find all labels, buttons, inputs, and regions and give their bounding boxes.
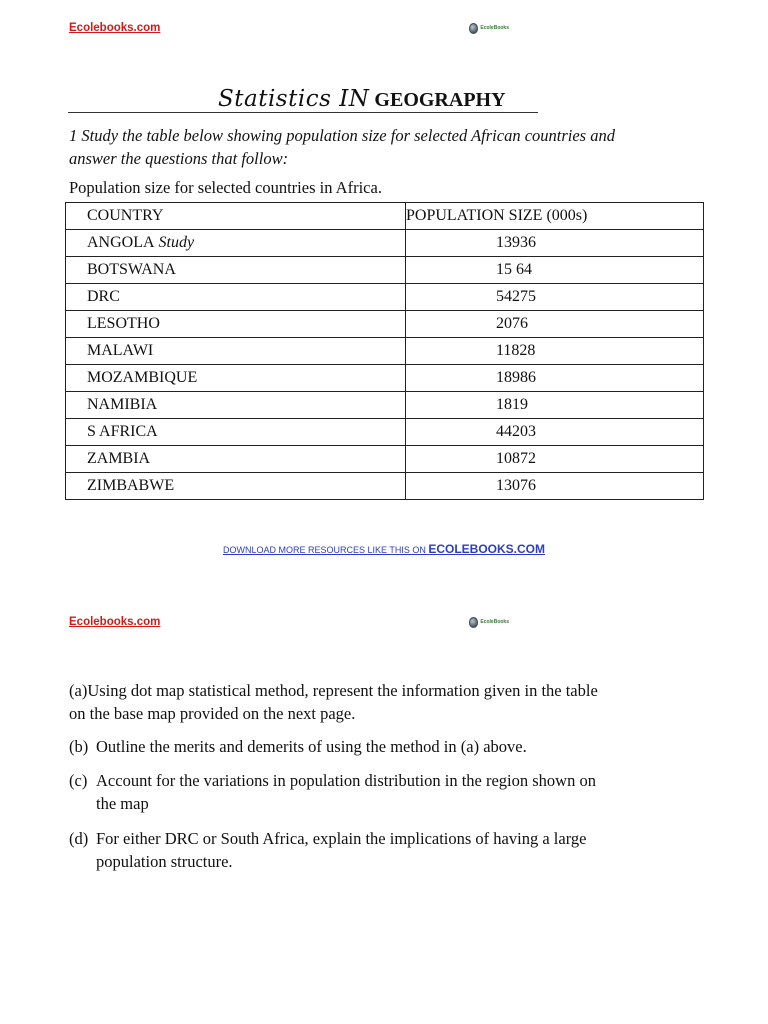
ecolebooks-logo	[469, 616, 509, 628]
logo-text: EcoleBooks	[480, 25, 509, 31]
country-cell: MOZAMBIQUE	[66, 365, 406, 392]
population-cell	[406, 284, 704, 311]
table-row	[66, 365, 704, 392]
question-label: (d)	[69, 829, 89, 848]
globe-icon	[469, 617, 478, 628]
download-site: ECOLEBOOKS.COM	[428, 542, 546, 556]
country-cell: ZAMBIA	[66, 446, 406, 473]
question-text-cont: population structure.	[96, 852, 233, 871]
country-cell: DRC	[66, 284, 406, 311]
population-value: 44203	[496, 423, 536, 440]
population-cell	[406, 419, 704, 446]
population-cell	[406, 257, 704, 284]
country-cell: LESOTHO	[66, 311, 406, 338]
question-a	[69, 679, 729, 725]
intro-instruction	[69, 124, 709, 170]
population-value: 11828	[496, 342, 536, 359]
title-caps: GEOGRAPHY	[369, 89, 506, 111]
country-cell: BOTSWANA	[66, 257, 406, 284]
question-d	[69, 827, 729, 873]
population-value: 18986	[496, 369, 536, 386]
table-row	[66, 257, 704, 284]
table-row	[66, 284, 704, 311]
population-value: 1819	[496, 396, 528, 413]
table-row	[66, 230, 704, 257]
table-row	[66, 419, 704, 446]
country-cell: S AFRICA	[66, 419, 406, 446]
page-title	[218, 86, 506, 113]
question-label: (a)	[69, 681, 88, 700]
question-text: Outline the merits and demerits of using the method in (a) above.	[96, 737, 527, 756]
intro-line-1: 1 Study the table below showing population size for selected African countries and	[69, 126, 615, 145]
question-c	[69, 769, 729, 815]
population-cell	[406, 338, 704, 365]
question-text-cont: the map	[96, 794, 149, 813]
population-cell	[406, 392, 704, 419]
logo-text: EcoleBooks	[480, 619, 509, 625]
table-row	[66, 446, 704, 473]
country-note: Study	[154, 234, 195, 251]
table-caption: Population size for selected countries in Africa.	[69, 178, 382, 197]
table-header-row	[66, 203, 704, 230]
question-label: (b)	[69, 737, 89, 756]
question-text: For either DRC or South Africa, explain the implications of having a large	[96, 829, 587, 848]
population-cell	[406, 473, 704, 500]
download-text: DOWNLOAD MORE RESOURCES LIKE THIS ON	[222, 545, 429, 555]
population-value: 54275	[496, 288, 536, 305]
population-table	[65, 202, 704, 500]
population-cell	[406, 311, 704, 338]
country-cell: MALAWI	[66, 338, 406, 365]
population-value: 15 64	[496, 261, 532, 278]
population-value: 13936	[496, 234, 536, 251]
title-script: Statistics IN	[218, 86, 370, 112]
title-underline	[68, 112, 538, 113]
population-value: 13076	[496, 477, 536, 494]
question-text: Using dot map statistical method, represent the information given in the table	[87, 681, 598, 700]
table-row	[66, 311, 704, 338]
globe-icon	[469, 23, 478, 34]
country-cell: ZIMBABWE	[66, 473, 406, 500]
table-row	[66, 338, 704, 365]
table-row	[66, 473, 704, 500]
header-country: COUNTRY	[66, 203, 406, 230]
intro-line-2: answer the questions that follow:	[69, 149, 289, 168]
question-text-cont: on the base map provided on the next page.	[69, 704, 356, 723]
question-text: Account for the variations in population distribution in the region shown on	[96, 771, 596, 790]
country-cell: NAMIBIA	[66, 392, 406, 419]
download-link[interactable]	[222, 542, 546, 556]
ecolebooks-logo	[469, 22, 509, 34]
download-footer	[0, 542, 768, 556]
population-cell	[406, 365, 704, 392]
ecolebooks-link[interactable]: Ecolebooks.com	[69, 22, 161, 34]
country-name: ANGOLA	[87, 234, 155, 251]
population-cell	[406, 230, 704, 257]
question-b	[69, 735, 729, 758]
country-cell	[66, 230, 406, 257]
population-value: 2076	[496, 315, 528, 332]
population-value: 10872	[496, 450, 536, 467]
question-label: (c)	[69, 771, 88, 790]
ecolebooks-link[interactable]: Ecolebooks.com	[69, 616, 161, 628]
header-population: POPULATION SIZE (000s)	[406, 203, 704, 230]
population-cell	[406, 446, 704, 473]
table-row	[66, 392, 704, 419]
